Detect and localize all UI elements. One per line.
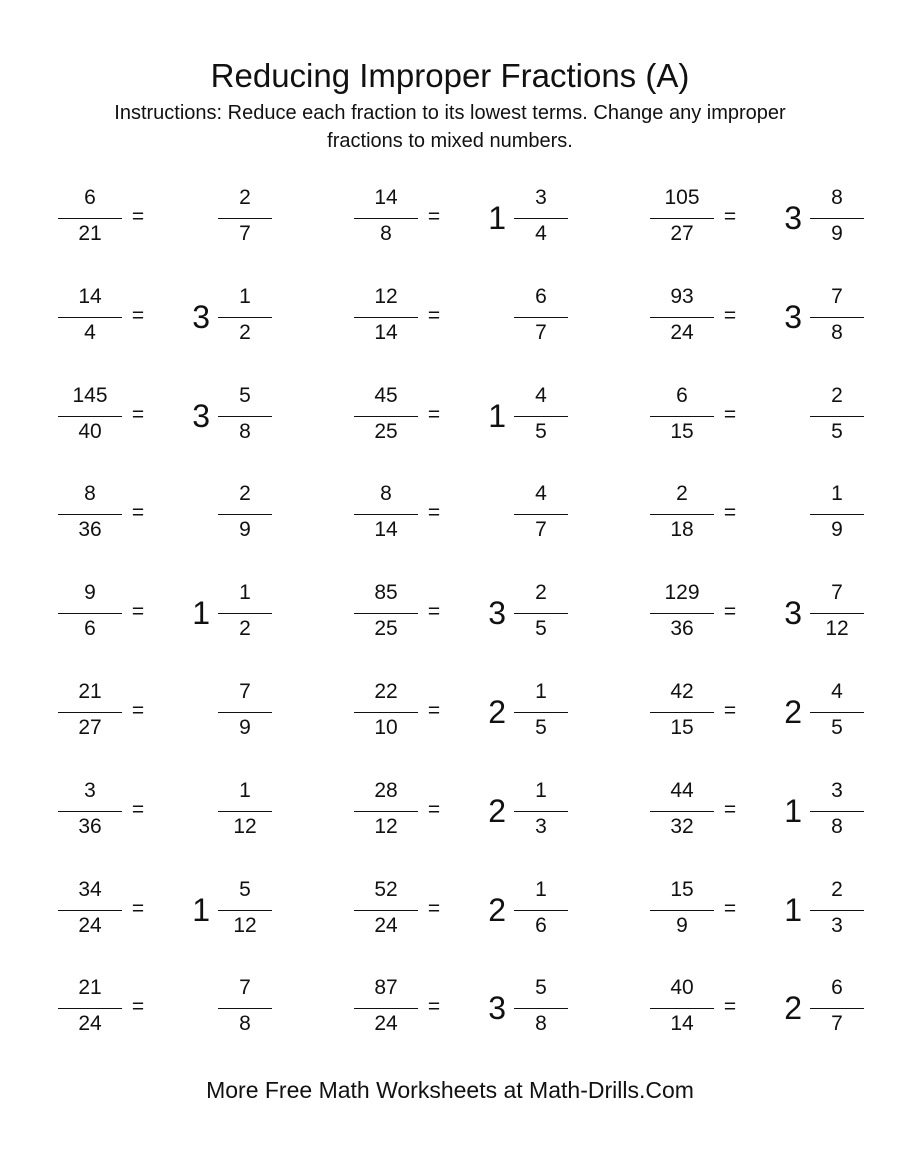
question-denominator: 27	[670, 222, 694, 245]
question-denominator: 25	[374, 420, 398, 443]
question-numerator: 22	[374, 680, 398, 703]
question-numerator: 45	[374, 384, 398, 407]
answer-numerator: 1	[239, 581, 251, 604]
answer-fraction	[218, 184, 272, 254]
answer-denominator: 9	[831, 222, 843, 245]
answer-whole-number: 1	[192, 595, 210, 631]
answer-fraction	[810, 579, 864, 649]
question-numerator: 85	[374, 581, 398, 604]
equals-sign: =	[723, 501, 737, 524]
answer-denominator: 8	[239, 420, 251, 443]
answer-whole-number: 3	[784, 200, 802, 236]
question-denominator: 24	[670, 321, 694, 344]
fraction-bar	[354, 218, 418, 219]
fraction-bar	[650, 613, 714, 614]
answer-denominator: 8	[831, 815, 843, 838]
footer-text: More Free Math Worksheets at Math-Drills.Com	[206, 1077, 694, 1103]
answer-whole-number: 1	[488, 398, 506, 434]
problem	[58, 283, 318, 353]
answer-whole-number: 3	[488, 990, 506, 1026]
problem	[650, 777, 900, 847]
question-denominator: 6	[84, 617, 96, 640]
equals-sign: =	[131, 798, 145, 821]
answer-whole-number: 3	[784, 595, 802, 631]
answer-whole-number: 1	[784, 793, 802, 829]
answer-fraction	[218, 382, 272, 452]
fraction-bar	[218, 218, 272, 219]
question-denominator: 14	[374, 518, 398, 541]
answer-fraction	[810, 480, 864, 550]
answer-numerator: 2	[831, 878, 843, 901]
fraction-bar	[354, 416, 418, 417]
question-fraction	[650, 579, 714, 649]
answer-numerator: 1	[239, 779, 251, 802]
problem	[58, 777, 318, 847]
answer-denominator: 5	[535, 617, 547, 640]
fraction-bar	[58, 613, 122, 614]
fraction-bar	[354, 514, 418, 515]
fraction-bar	[514, 317, 568, 318]
question-denominator: 36	[78, 518, 102, 541]
question-fraction	[650, 283, 714, 353]
question-numerator: 21	[78, 680, 102, 703]
fraction-bar	[650, 811, 714, 812]
fraction-bar	[58, 416, 122, 417]
question-fraction	[58, 480, 122, 550]
question-denominator: 36	[78, 815, 102, 838]
question-denominator: 24	[78, 1012, 102, 1035]
fraction-bar	[218, 1008, 272, 1009]
answer-denominator: 6	[535, 914, 547, 937]
question-fraction	[650, 678, 714, 748]
fraction-bar	[514, 613, 568, 614]
answer-fraction	[218, 678, 272, 748]
answer-fraction	[810, 184, 864, 254]
equals-sign: =	[723, 798, 737, 821]
problem	[58, 480, 318, 550]
problem	[650, 579, 900, 649]
answer-numerator: 5	[239, 384, 251, 407]
fraction-bar	[58, 712, 122, 713]
fraction-bar	[58, 811, 122, 812]
problem	[650, 283, 900, 353]
question-numerator: 40	[670, 976, 694, 999]
question-numerator: 14	[78, 285, 102, 308]
problem	[58, 678, 318, 748]
answer-numerator: 3	[831, 779, 843, 802]
answer-numerator: 2	[535, 581, 547, 604]
answer-whole-number: 2	[488, 892, 506, 928]
answer-fraction	[810, 678, 864, 748]
equals-sign: =	[723, 205, 737, 228]
answer-numerator: 6	[535, 285, 547, 308]
fraction-bar	[514, 910, 568, 911]
equals-sign: =	[723, 995, 737, 1018]
question-denominator: 15	[670, 716, 694, 739]
answer-fraction	[218, 579, 272, 649]
answer-numerator: 2	[239, 482, 251, 505]
problem	[58, 382, 318, 452]
answer-denominator: 5	[535, 716, 547, 739]
question-numerator: 52	[374, 878, 398, 901]
fraction-bar	[810, 514, 864, 515]
question-fraction	[58, 777, 122, 847]
fraction-bar	[58, 317, 122, 318]
fraction-bar	[354, 910, 418, 911]
equals-sign: =	[131, 995, 145, 1018]
question-numerator: 3	[84, 779, 96, 802]
equals-sign: =	[723, 897, 737, 920]
question-fraction	[650, 777, 714, 847]
answer-fraction	[810, 974, 864, 1044]
problem	[58, 184, 318, 254]
fraction-bar	[354, 317, 418, 318]
answer-fraction	[218, 876, 272, 946]
question-numerator: 87	[374, 976, 398, 999]
answer-numerator: 4	[535, 482, 547, 505]
problem	[58, 974, 318, 1044]
problem	[354, 480, 614, 550]
fraction-bar	[514, 416, 568, 417]
fraction-bar	[810, 811, 864, 812]
problem	[354, 876, 614, 946]
fraction-bar	[810, 317, 864, 318]
answer-numerator: 1	[239, 285, 251, 308]
question-numerator: 34	[78, 878, 102, 901]
answer-denominator: 8	[535, 1012, 547, 1035]
question-fraction	[650, 382, 714, 452]
question-denominator: 32	[670, 815, 694, 838]
answer-denominator: 4	[535, 222, 547, 245]
fraction-bar	[354, 1008, 418, 1009]
fraction-bar	[218, 712, 272, 713]
page-title: Reducing Improper Fractions (A)	[210, 57, 690, 94]
question-fraction	[58, 382, 122, 452]
answer-whole-number: 2	[784, 694, 802, 730]
problem	[354, 382, 614, 452]
answer-numerator: 7	[831, 581, 843, 604]
answer-denominator: 7	[831, 1012, 843, 1035]
question-fraction	[354, 678, 418, 748]
answer-denominator: 9	[239, 716, 251, 739]
fraction-bar	[514, 1008, 568, 1009]
question-denominator: 21	[78, 222, 102, 245]
problem	[354, 283, 614, 353]
fraction-bar	[810, 910, 864, 911]
question-fraction	[58, 184, 122, 254]
question-denominator: 14	[670, 1012, 694, 1035]
problem	[354, 184, 614, 254]
problem	[58, 579, 318, 649]
answer-numerator: 1	[535, 878, 547, 901]
fraction-bar	[58, 218, 122, 219]
question-fraction	[354, 777, 418, 847]
question-numerator: 44	[670, 779, 694, 802]
answer-fraction	[514, 777, 568, 847]
answer-denominator: 7	[535, 321, 547, 344]
problem	[58, 876, 318, 946]
answer-whole-number: 2	[784, 990, 802, 1026]
answer-denominator: 3	[831, 914, 843, 937]
fraction-bar	[58, 910, 122, 911]
answer-denominator: 5	[831, 716, 843, 739]
question-fraction	[58, 283, 122, 353]
fraction-bar	[810, 1008, 864, 1009]
problem	[650, 480, 900, 550]
fraction-bar	[650, 416, 714, 417]
answer-denominator: 8	[239, 1012, 251, 1035]
question-denominator: 27	[78, 716, 102, 739]
question-fraction	[354, 184, 418, 254]
equals-sign: =	[427, 501, 441, 524]
fraction-bar	[218, 416, 272, 417]
answer-fraction	[514, 579, 568, 649]
problem	[650, 974, 900, 1044]
answer-denominator: 8	[831, 321, 843, 344]
fraction-bar	[514, 712, 568, 713]
problem	[650, 184, 900, 254]
question-fraction	[354, 876, 418, 946]
answer-denominator: 9	[239, 518, 251, 541]
answer-whole-number: 3	[488, 595, 506, 631]
answer-denominator: 3	[535, 815, 547, 838]
equals-sign: =	[131, 897, 145, 920]
fraction-bar	[354, 613, 418, 614]
problem	[650, 382, 900, 452]
answer-whole-number: 1	[784, 892, 802, 928]
answer-numerator: 1	[831, 482, 843, 505]
answer-fraction	[218, 283, 272, 353]
equals-sign: =	[427, 600, 441, 623]
question-denominator: 25	[374, 617, 398, 640]
answer-fraction	[810, 876, 864, 946]
equals-sign: =	[427, 897, 441, 920]
fraction-bar	[354, 811, 418, 812]
equals-sign: =	[131, 699, 145, 722]
answer-denominator: 2	[239, 617, 251, 640]
equals-sign: =	[427, 304, 441, 327]
fraction-bar	[650, 712, 714, 713]
fraction-bar	[218, 811, 272, 812]
answer-numerator: 7	[831, 285, 843, 308]
answer-whole-number: 3	[784, 299, 802, 335]
equals-sign: =	[427, 798, 441, 821]
fraction-bar	[650, 514, 714, 515]
question-numerator: 93	[670, 285, 694, 308]
question-fraction	[650, 184, 714, 254]
question-fraction	[354, 579, 418, 649]
question-fraction	[354, 382, 418, 452]
answer-numerator: 8	[831, 186, 843, 209]
question-denominator: 4	[84, 321, 96, 344]
answer-whole-number: 2	[488, 793, 506, 829]
answer-whole-number: 1	[192, 892, 210, 928]
question-denominator: 24	[78, 914, 102, 937]
answer-numerator: 4	[831, 680, 843, 703]
answer-fraction	[514, 283, 568, 353]
answer-denominator: 5	[831, 420, 843, 443]
answer-whole-number: 1	[488, 200, 506, 236]
fraction-bar	[810, 416, 864, 417]
answer-denominator: 12	[233, 815, 257, 838]
question-denominator: 10	[374, 716, 398, 739]
equals-sign: =	[723, 304, 737, 327]
fraction-bar	[218, 910, 272, 911]
answer-fraction	[810, 777, 864, 847]
answer-fraction	[514, 382, 568, 452]
fraction-bar	[58, 1008, 122, 1009]
equals-sign: =	[723, 600, 737, 623]
question-numerator: 15	[670, 878, 694, 901]
question-fraction	[58, 974, 122, 1044]
fraction-bar	[650, 910, 714, 911]
equals-sign: =	[131, 600, 145, 623]
answer-denominator: 5	[535, 420, 547, 443]
question-denominator: 12	[374, 815, 398, 838]
answer-fraction	[218, 974, 272, 1044]
answer-numerator: 3	[535, 186, 547, 209]
answer-numerator: 2	[831, 384, 843, 407]
equals-sign: =	[723, 699, 737, 722]
question-denominator: 15	[670, 420, 694, 443]
equals-sign: =	[131, 205, 145, 228]
fraction-bar	[58, 514, 122, 515]
answer-denominator: 12	[825, 617, 849, 640]
answer-numerator: 1	[535, 680, 547, 703]
answer-denominator: 12	[233, 914, 257, 937]
problem	[650, 876, 900, 946]
problem	[650, 678, 900, 748]
equals-sign: =	[427, 205, 441, 228]
answer-numerator: 1	[535, 779, 547, 802]
question-denominator: 14	[374, 321, 398, 344]
answer-denominator: 2	[239, 321, 251, 344]
answer-denominator: 7	[239, 222, 251, 245]
question-numerator: 9	[84, 581, 96, 604]
problem	[354, 579, 614, 649]
equals-sign: =	[131, 501, 145, 524]
question-fraction	[354, 283, 418, 353]
fraction-bar	[810, 712, 864, 713]
question-denominator: 8	[380, 222, 392, 245]
fraction-bar	[514, 218, 568, 219]
question-fraction	[58, 678, 122, 748]
question-numerator: 28	[374, 779, 398, 802]
question-fraction	[58, 579, 122, 649]
problem	[354, 974, 614, 1044]
answer-whole-number: 3	[192, 299, 210, 335]
answer-fraction	[218, 480, 272, 550]
question-numerator: 2	[676, 482, 688, 505]
answer-fraction	[514, 876, 568, 946]
question-denominator: 40	[78, 420, 102, 443]
question-numerator: 129	[664, 581, 700, 604]
fraction-bar	[514, 811, 568, 812]
answer-numerator: 6	[831, 976, 843, 999]
answer-numerator: 2	[239, 186, 251, 209]
instructions: Instructions: Reduce each fraction to its lowest terms. Change any improper fractions to mixed numbers.	[114, 102, 786, 152]
answer-numerator: 7	[239, 976, 251, 999]
fraction-bar	[218, 613, 272, 614]
answer-numerator: 7	[239, 680, 251, 703]
question-fraction	[650, 974, 714, 1044]
equals-sign: =	[131, 304, 145, 327]
question-fraction	[650, 876, 714, 946]
equals-sign: =	[723, 403, 737, 426]
question-numerator: 21	[78, 976, 102, 999]
answer-fraction	[514, 974, 568, 1044]
fraction-bar	[650, 218, 714, 219]
answer-fraction	[810, 382, 864, 452]
answer-fraction	[218, 777, 272, 847]
fraction-bar	[514, 514, 568, 515]
answer-fraction	[514, 678, 568, 748]
answer-numerator: 5	[239, 878, 251, 901]
question-numerator: 12	[374, 285, 398, 308]
equals-sign: =	[131, 403, 145, 426]
fraction-bar	[810, 218, 864, 219]
fraction-bar	[218, 514, 272, 515]
question-numerator: 105	[664, 186, 700, 209]
answer-fraction	[514, 184, 568, 254]
equals-sign: =	[427, 403, 441, 426]
problem	[354, 678, 614, 748]
question-denominator: 9	[676, 914, 688, 937]
question-fraction	[354, 974, 418, 1044]
fraction-bar	[650, 317, 714, 318]
answer-fraction	[514, 480, 568, 550]
fraction-bar	[354, 712, 418, 713]
answer-denominator: 7	[535, 518, 547, 541]
fraction-bar	[218, 317, 272, 318]
answer-whole-number: 3	[192, 398, 210, 434]
question-denominator: 24	[374, 914, 398, 937]
question-fraction	[650, 480, 714, 550]
question-numerator: 8	[84, 482, 96, 505]
question-numerator: 8	[380, 482, 392, 505]
question-fraction	[354, 480, 418, 550]
question-numerator: 42	[670, 680, 694, 703]
equals-sign: =	[427, 995, 441, 1018]
answer-numerator: 4	[535, 384, 547, 407]
question-denominator: 36	[670, 617, 694, 640]
answer-numerator: 5	[535, 976, 547, 999]
equals-sign: =	[427, 699, 441, 722]
problem	[354, 777, 614, 847]
answer-whole-number: 2	[488, 694, 506, 730]
question-denominator: 24	[374, 1012, 398, 1035]
question-numerator: 145	[72, 384, 108, 407]
fraction-bar	[650, 1008, 714, 1009]
question-numerator: 6	[84, 186, 96, 209]
question-denominator: 18	[670, 518, 694, 541]
answer-denominator: 9	[831, 518, 843, 541]
question-fraction	[58, 876, 122, 946]
fraction-bar	[810, 613, 864, 614]
question-numerator: 6	[676, 384, 688, 407]
question-numerator: 14	[374, 186, 398, 209]
answer-fraction	[810, 283, 864, 353]
